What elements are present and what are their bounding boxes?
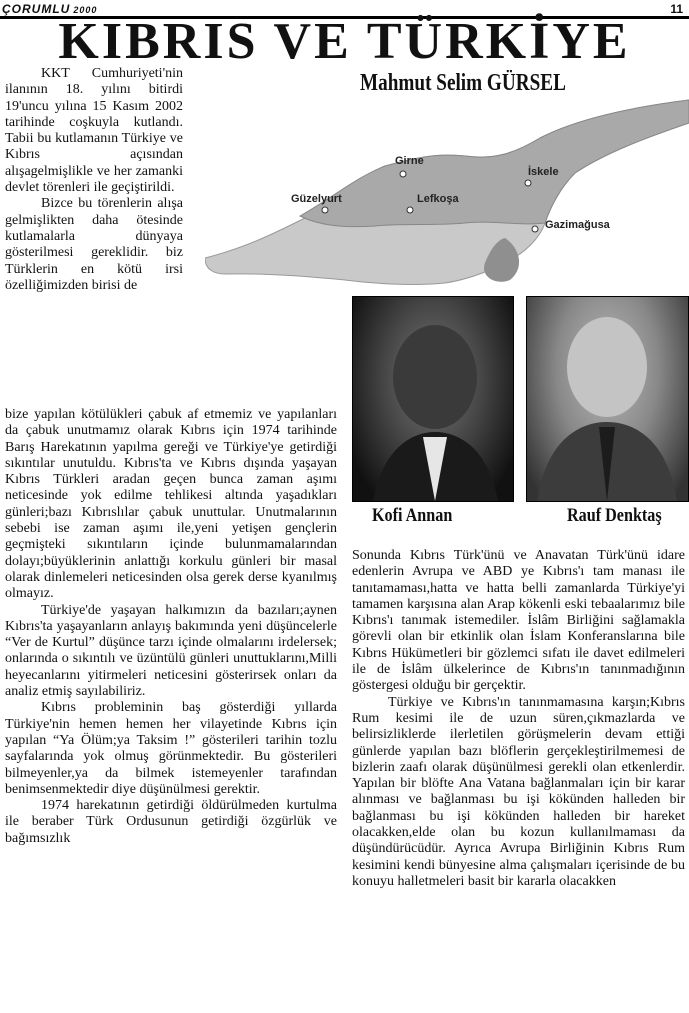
article-column-left	[5, 407, 337, 847]
caption-rauf-denktas: Rauf Denktaş	[567, 505, 662, 526]
article-paragraph: Kıbrıs probleminin baş gösterdiği yıllarda Türkiye'nin hemen hemen her vilayetinde Kıbrıs için yapılan “Ya Ölüm;ya Taksim !” gösterileri tarihin tozlu sayfalarında yok olmuş görünmektedir. Bu gösterileri bilmeyenler,ya da bilmek istemeyenler tarafından benimsenmektedir diye düşünülmesi gerektir.	[5, 700, 337, 797]
portrait-annan	[353, 297, 513, 501]
map-marker-gazimagusa	[532, 226, 538, 232]
map-marker-iskele	[525, 180, 531, 186]
map-label-guzelyurt: Güzelyurt	[291, 193, 342, 205]
page-title: KIBRIS VE TÜRKİYE	[58, 13, 631, 70]
article-paragraph: bize yapılan kötülükleri çabuk af etmemiz ve yapılanları da çabuk unutmamız olarak Kıbrıs için 1974 tarihinde Barış Harekatının yapılma gereği ve Türkiye'ye getirdiği sıkıntılar unutuldu. Kıbrıs'ta ve Kıbrıs dışında yaşayan Kıbrıs Türkleri aradan geçen bunca zaman aşımı neticesinde yok edilme tehlikesi altında yaşadıkları günleri;bazı Kıbrıslılar çabuk unuttular. Unutmalarının sebebi ise zaman aşımı ile,yeni yetişen gençlerin geçmişteki sıkıntıların içinde bulunmamalarından dolayı;büyüklerinin anlattığı korkulu günleri bir masal olarak dinlemeleri neticesinden olsa gerek derse kyanılmış olmayız.	[5, 407, 337, 602]
photo-kofi-annan	[352, 296, 514, 502]
map-label-girne: Girne	[395, 155, 424, 167]
article-paragraph: Türkiye ve Kıbrıs'ın tanınmamasına karşın;Kıbrıs Rum kesimi ile de uzun süren,çıkmazlarda ve belirsizliklerde ilerletilen görüşmelerin devam ettiği günlerde yapılan bazı blöflerin gerçekleştirilmemesi de bizlerin zaafı olarak düşünülmesi gerekli olan etkenlerdir. Yapılan bir blöfte Ana Vatana bağlanmaları için bir karar alınması ve bağlanması bu işi kökünden halleden bir bağlanması bu işi kökünden halleden bir hareket olacakken,elde olan bu kozun kullanılmaması da düşündürücüdür. Ayrıca Avrupa Birliğinin Kıbrıs Rum kesimini kendi bünyesine alma çalışmaları içerisinde de bu konuyu halletmeleri basit bir kararla olacakken	[352, 694, 685, 889]
caption-kofi-annan: Kofi Annan	[372, 505, 453, 526]
article-column-right	[352, 548, 685, 890]
map-label-iskele: İskele	[528, 166, 559, 178]
map-label-lefkosa: Lefkoşa	[417, 193, 459, 205]
logo-year: 2000	[73, 5, 98, 15]
article-paragraph: KKT Cumhuriyeti'nin ilanının 18. yılını bitirdi 19'uncu yılına 15 Kasım 2002 tarihinde coşkuyla kutlandı. Tabii bu kutlamanın Türkiye ve Kıbrıs açısından alışagelmişlikle ve her zamanki devlet törenleri ile geçiştirildi.	[5, 66, 183, 196]
article-paragraph: Sonunda Kıbrıs Türk'ünü ve Anavatan Türk'ünü idare edenlerin Avrupa ve ABD ye Kıbrıs'ı tam manası ile tanıtamaması,hatta ve hatta belli zamanlarda Türkiye'yi tamamen karşısına alan Arap kökenli eski tebaalarımız bile Kıbrıs'ı tanımak istemediler. İslâm Birliğini sağlamakla görevli olan bir etkinlik olan İslam Konferanslarına bile Kıbrıs Hükümetleri bir gözlemci sıfatı ile davet edilmeleri ile de İslâm ülkelerince de Kıbrıs'ın tanınmadığının göstergesi olduğu bir gerçektir.	[352, 548, 685, 694]
page-number: 11	[670, 2, 683, 16]
map-marker-girne	[400, 171, 406, 177]
article-column-top	[5, 66, 183, 294]
photo-rauf-denktas	[526, 296, 689, 502]
article-paragraph: 1974 harekatının getirdiği öldürülmeden kurtulma ile beraber Türk Ordusunun getirdiği özgürlük ve bağımsızlık	[5, 798, 337, 846]
logo-text: ÇORUMLU	[2, 2, 71, 16]
map-label-gazimagusa: Gazimağusa	[545, 219, 610, 231]
cyprus-map	[205, 98, 689, 288]
map-northern-region	[300, 100, 689, 227]
map-marker-guzelyurt	[322, 207, 328, 213]
author-byline: Mahmut Selim GÜRSEL	[360, 70, 566, 96]
portrait-denktas	[527, 297, 688, 501]
map-marker-lefkosa	[407, 207, 413, 213]
article-paragraph: Türkiye'de yaşayan halkımızın da bazıları;aynen Kıbrıs'ta yaşayanların anlayış bakımında yeni düşüncelerle “Ver de Kurtul” düşünce tarzı içinde olmalarını irdelersek; onlarında o sıkıntılı ve üzüntülü günleri unuttuklarını,Milli heyecanlarını yitirmeleri neticesini gösterirsek onları da analiz etmiş sayılabiliriz.	[5, 602, 337, 700]
article-paragraph: Bizce bu törenlerin alışa gelmişlikten daha ötesinde kutlamalarla dünyaya gösterilmesi gereklidir. biz Türklerin en kötü irsi özelliğimizden birisi de	[5, 196, 183, 293]
